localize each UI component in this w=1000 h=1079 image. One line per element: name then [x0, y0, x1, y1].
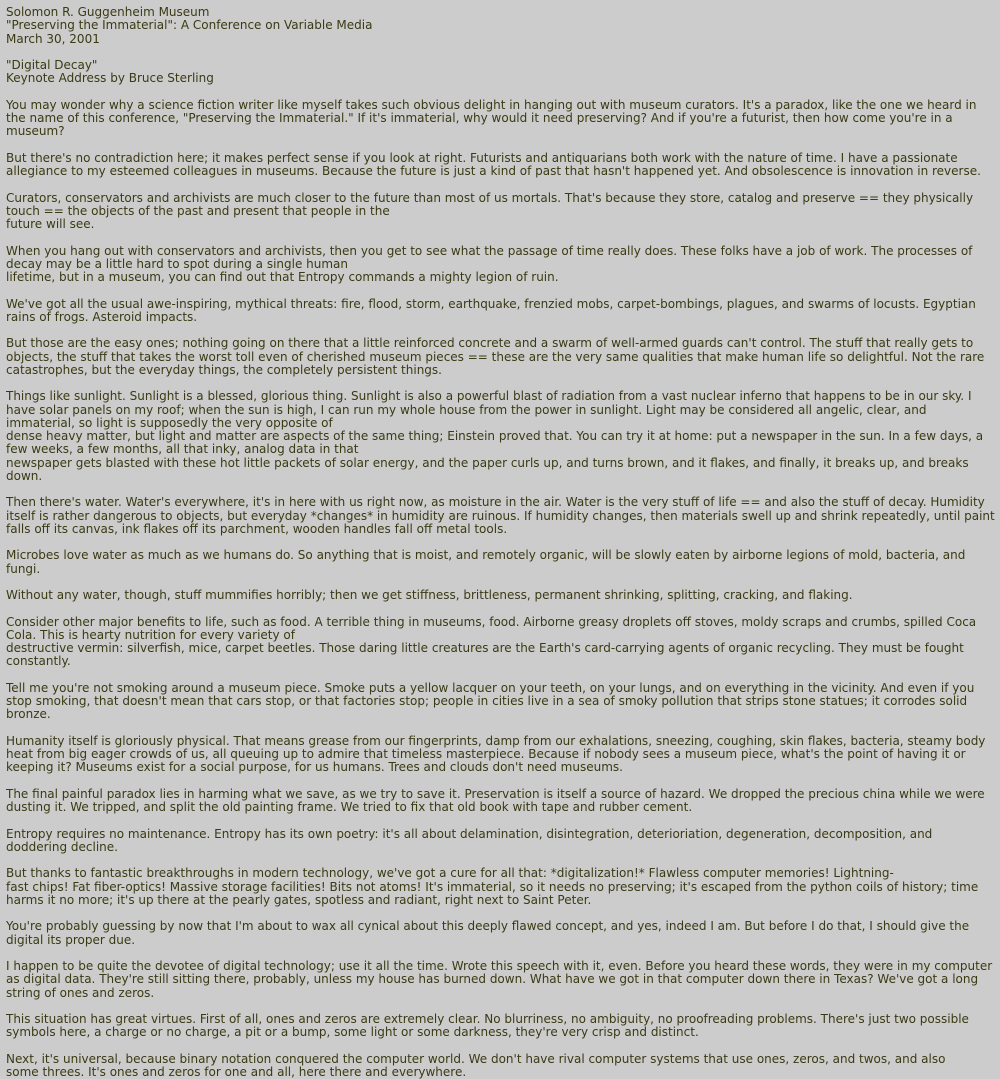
paragraph-line: dense heavy matter, but light and matter are aspects of the same thing; Einstein proved that. You can try it at home: put a newspaper in the sun. In a few days, a few weeks, a few months, all that inky, analog data in that — [6, 429, 987, 457]
paragraph — [6, 245, 996, 285]
paragraph — [6, 589, 996, 602]
paragraph-line: Curators, conservators and archivists are much closer to the future than most of us mortals. That's because they store, catalog and preserve == they physically touch == the objects of the past and present that people in the — [6, 190, 977, 218]
paragraph — [6, 390, 996, 483]
speech-text — [6, 97, 999, 1079]
paragraph-line: We've got all the usual awe-inspiring, mythical threats: fire, flood, storm, earthquake, frenzied mobs, carpet-bombings, plagues, and swarms of locusts. Egyptian rains of frogs. Asteroid impacts. — [6, 296, 980, 324]
paragraph — [6, 337, 996, 377]
speech-title: "Digital Decay" — [6, 58, 98, 72]
paragraph-line: lifetime, but in a museum, you can find out that Entropy commands a mighty legion of ruin. — [6, 270, 559, 284]
document-body — [6, 5, 999, 1079]
paragraph-line: Consider other major benefits to life, such as food. A terrible thing in museums, food. Airborne greasy droplets off stoves, moldy scraps and crumbs, spilled Coca Cola. This is hearty nutrition for every variety of — [6, 614, 980, 642]
paragraph — [6, 99, 996, 139]
paragraph-line: Humanity itself is gloriously physical. That means grease from our fingerprints, damp from our exhalations, sneezing, coughing, skin flakes, bacteria, steamy body heat from big eager crowds of us, all queuing up to admire that timeless masterpiece. Because if nobody sees a museum piece, what's the point of having it or keeping it? Museums exist for a social purpose, for us humans. Trees and clouds don't need museums. — [6, 733, 990, 775]
paragraph — [6, 192, 996, 232]
paragraph-line: Next, it's universal, because binary notation conquered the computer world. We don't have rival computer systems that use ones, zeros, and twos, and also — [6, 1051, 946, 1066]
paragraph-line: some threes. It's ones and zeros for one and all, here there and everywhere. — [6, 1065, 467, 1079]
speech-title-block — [6, 59, 996, 86]
paragraph — [6, 735, 996, 775]
paragraph-line: future will see. — [6, 217, 95, 231]
paragraph — [6, 495, 999, 536]
conference-title: "Preserving the Immaterial": A Conference on Variable Media — [6, 18, 373, 33]
paragraph — [6, 298, 996, 325]
paragraph-line: This situation has great virtues. First of all, ones and zeros are extremely clear. No blurriness, no ambiguity, no proofreading problems. There's just two possible symbols here, a charge or no charge, a pit or a bump, some light or some darkness, they're very crisp and distinct. — [6, 1012, 973, 1040]
paragraph-line: But there's no contradiction here; it makes perfect sense if you look at right. Futurists and antiquarians both work with the nature of time. I have a passionate allegiance to my esteemed colleagues in museums. Because the future is just a kind of past that hasn't happened yet. And obsolescence is innovation in reverse. — [6, 150, 981, 178]
paragraph — [6, 549, 996, 576]
paragraph-line: Microbes love water as much as we humans do. So anything that is moist, and remotely organic, will be slowly eaten by airborne legions of mold, bacteria, and fungi. — [6, 548, 970, 576]
paragraph — [6, 1013, 996, 1040]
paragraph-line: When you hang out with conservators and archivists, then you get to see what the passage of time really does. These folks have a job of work. The processes of decay may be a little hard to spot during a single human — [6, 243, 977, 271]
museum-name: Solomon R. Guggenheim Museum — [6, 5, 210, 19]
paragraph — [6, 1053, 996, 1079]
paragraph — [6, 960, 996, 1000]
paragraph — [6, 682, 996, 722]
paragraph — [6, 867, 996, 907]
paragraph-line: I happen to be quite the devotee of digital technology; use it all the time. Wrote this speech with it, even. Before you heard these words, they were in my computer as digital data. They're still sitting there, probably, unless my house has burned down. What have we got in that computer down there in Texas? We've got a long string of ones and zeros. — [6, 959, 997, 1000]
paragraph-line: Things like sunlight. Sunlight is a blessed, glorious thing. Sunlight is also a powerful blast of radiation from a vast nuclear inferno that happens to be in our sky. I have solar panels on my roof; when the sun is high, I can run my whole house from the power in sunlight. Light may be considered all angelic, clear, and immaterial, so light is supposedly the very opposite of — [6, 389, 976, 430]
paragraph-line: But those are the easy ones; nothing going on there that a little reinforced concrete and a swarm of well-armed guards can't control. The stuff that really gets to objects, the stuff that takes the worst toll even of cherished museum pieces == these are the very same qualities that make human life so delightful. Not the rare catastrophes, but the everyday things, the completely persistent things. — [6, 336, 989, 377]
paragraph — [6, 788, 996, 815]
paragraph — [6, 828, 996, 855]
paragraph-line: You're probably guessing by now that I'm about to wax all cynical about this deeply flawed concept, and yes, indeed I am. But before I do that, I should give the digital its proper due. — [6, 919, 973, 947]
paragraph — [6, 152, 996, 179]
paragraph-line: You may wonder why a science fiction writer like myself takes such obvious delight in hanging out with museum curators. It's a paradox, like the one we heard in the name of this conference, "Preserving the Immaterial." If it's immaterial, why would it need preserving? And if you're a futurist, then how come you're in a museum? — [6, 97, 981, 139]
paragraph-line: The final painful paradox lies in harming what we save, as we try to save it. Preservation is itself a source of hazard. We dropped the precious china while we were dusting it. We tripped, and split the old painting frame. We tried to fix that old book with tape and rubber cement. — [6, 786, 989, 814]
paragraph-line: Tell me you're not smoking around a museum piece. Smoke puts a yellow lacquer on your teeth, on your lungs, and on everything in the vicinity. And even if you stop smoking, that doesn't mean that cars stop, or that factories stop; people in cities live in a sea of smoky pollution that strips stone statues; it corrodes solid bronze. — [6, 680, 979, 722]
paragraph-line: Entropy requires no maintenance. Entropy has its own poetry: it's all about delamination, disintegration, deterioriation, degeneration, decomposition, and doddering decline. — [6, 826, 937, 854]
paragraph-line: destructive vermin: silverfish, mice, carpet beetles. Those daring little creatures are the Earth's card-carrying agents of organic recycling. They must be fought constantly. — [6, 641, 968, 669]
paragraph-line: fast chips! Fat fiber-optics! Massive storage facilities! Bits not atoms! It's immaterial, so it needs no preserving; it's escaped from the python coils of history; time harms it no more; it's up there at the pearly gates, spotless and radiant, right next to Saint Peter. — [6, 879, 983, 907]
paragraph — [6, 616, 996, 669]
conference-header — [6, 6, 996, 46]
paragraph-line: But thanks to fantastic breakthroughs in modern technology, we've got a cure for all that: *digitalization!* Flawless computer memories! Lightning- — [6, 866, 894, 881]
paragraph-line: Then there's water. Water's everywhere, it's in here with us right now, as moisture in the air. Water is the very stuff of life == and also the stuff of decay. Humidity itself is rather dangerous to objects, but everyday *changes* in humidity are ruinous. If humidity changes, then materials swell up and shrink repeatedly, until paint falls off its canvas, ink flakes off its parchment, wooden handles fall off metal tools. — [6, 495, 999, 536]
paragraph-line: newspaper gets blasted with these hot little packets of solar energy, and the paper curls up, and turns brown, and it flakes, and finally, it breaks up, and breaks down. — [6, 455, 973, 483]
conference-date: March 30, 2001 — [6, 31, 100, 46]
paragraph-line: Without any water, though, stuff mummifies horribly; then we get stiffness, brittleness, permanent shrinking, splitting, cracking, and flaking. — [6, 588, 853, 602]
speech-byline: Keynote Address by Bruce Sterling — [6, 71, 214, 86]
paragraph — [6, 920, 996, 947]
